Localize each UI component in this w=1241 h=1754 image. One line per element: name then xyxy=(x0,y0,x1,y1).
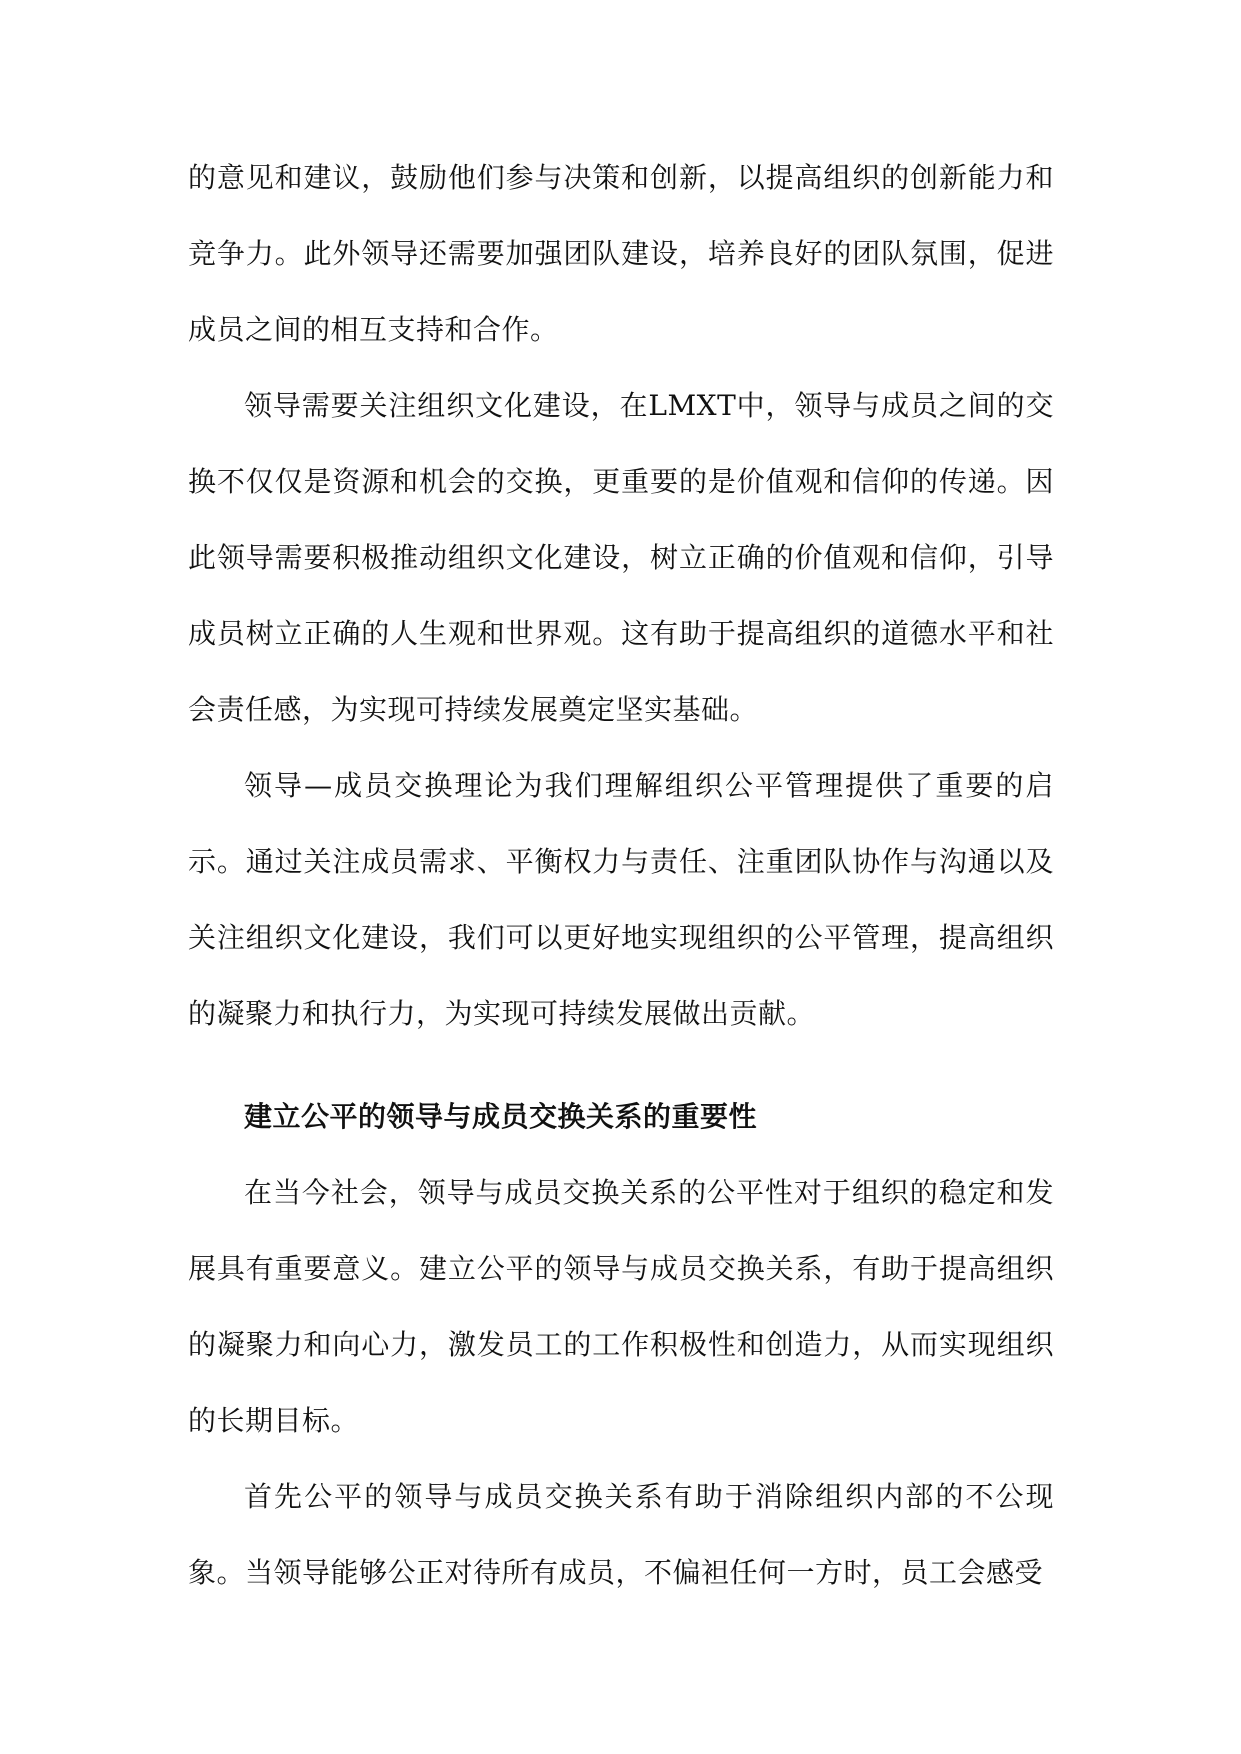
paragraph-lmx-theory: 领导—成员交换理论为我们理解组织公平管理提供了重要的启示。通过关注成员需求、平衡权力与责任、注重团队协作与沟通以及关注组织文化建设，我们可以更好地实现组织的公平管理，提高组织的凝聚力和执行力，为实现可持续发展做出贡献。 xyxy=(188,769,1054,1030)
paragraph-continued: 的意见和建议，鼓励他们参与决策和创新，以提高组织的创新能力和竞争力。此外领导还需要加强团队建设，培养良好的团队氛围，促进成员之间的相互支持和合作。 xyxy=(188,161,1054,346)
document-body xyxy=(188,140,1054,1611)
paragraph-culture: 领导需要关注组织文化建设，在LMXT中，领导与成员之间的交换不仅仅是资源和机会的交换，更重要的是价值观和信仰的传递。因此领导需要积极推动组织文化建设，树立正确的价值观和信仰，引导成员树立正确的人生观和世界观。这有助于提高组织的道德水平和社会责任感，为实现可持续发展奠定坚实基础。 xyxy=(188,389,1054,726)
section-heading: 建立公平的领导与成员交换关系的重要性 xyxy=(244,1100,758,1133)
paragraph-importance: 在当今社会，领导与成员交换关系的公平性对于组织的稳定和发展具有重要意义。建立公平的领导与成员交换关系，有助于提高组织的凝聚力和向心力，激发员工的工作积极性和创造力，从而实现组织的长期目标。 xyxy=(188,1176,1054,1437)
paragraph-first-point: 首先公平的领导与成员交换关系有助于消除组织内部的不公现象。当领导能够公正对待所有成员，不偏袒任何一方时，员工会感受 xyxy=(188,1480,1054,1589)
